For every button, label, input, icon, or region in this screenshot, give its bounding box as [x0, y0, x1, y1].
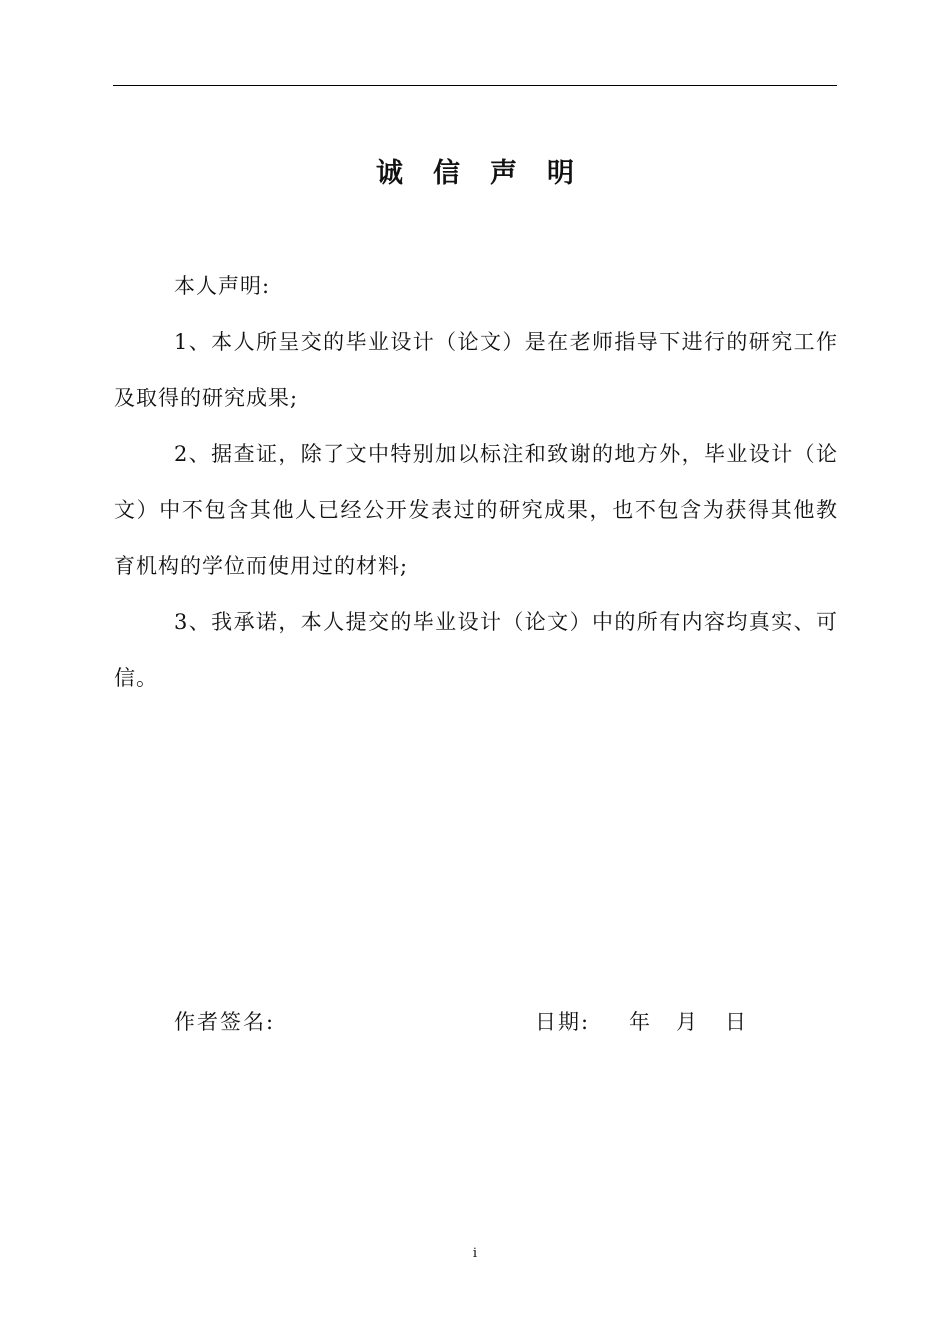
declaration-item-2: 2、据查证，除了文中特别加以标注和致谢的地方外，毕业设计（论文）中不包含其他人已经公开发表过的研究成果，也不包含为获得其他教育机构的学位而使用过的材料;: [114, 442, 838, 578]
declaration-item-3: 3、我承诺，本人提交的毕业设计（论文）中的所有内容均真实、可信。: [114, 610, 838, 690]
declaration-intro: 本人声明:: [174, 274, 271, 298]
signature-label: 作者签名:: [174, 1010, 276, 1034]
page-title: 诚信声明: [376, 158, 604, 189]
day-label: 日: [725, 1010, 748, 1034]
year-label: 年: [629, 1010, 652, 1034]
declaration-item-1: 1、本人所呈交的毕业设计（论文）是在老师指导下进行的研究工作及取得的研究成果;: [114, 330, 838, 410]
declaration-body: [114, 258, 838, 706]
page-number: i: [472, 1246, 478, 1261]
date-label: 日期:: [535, 1010, 591, 1034]
header-rule: [113, 85, 837, 86]
month-label: 月: [676, 1010, 699, 1034]
